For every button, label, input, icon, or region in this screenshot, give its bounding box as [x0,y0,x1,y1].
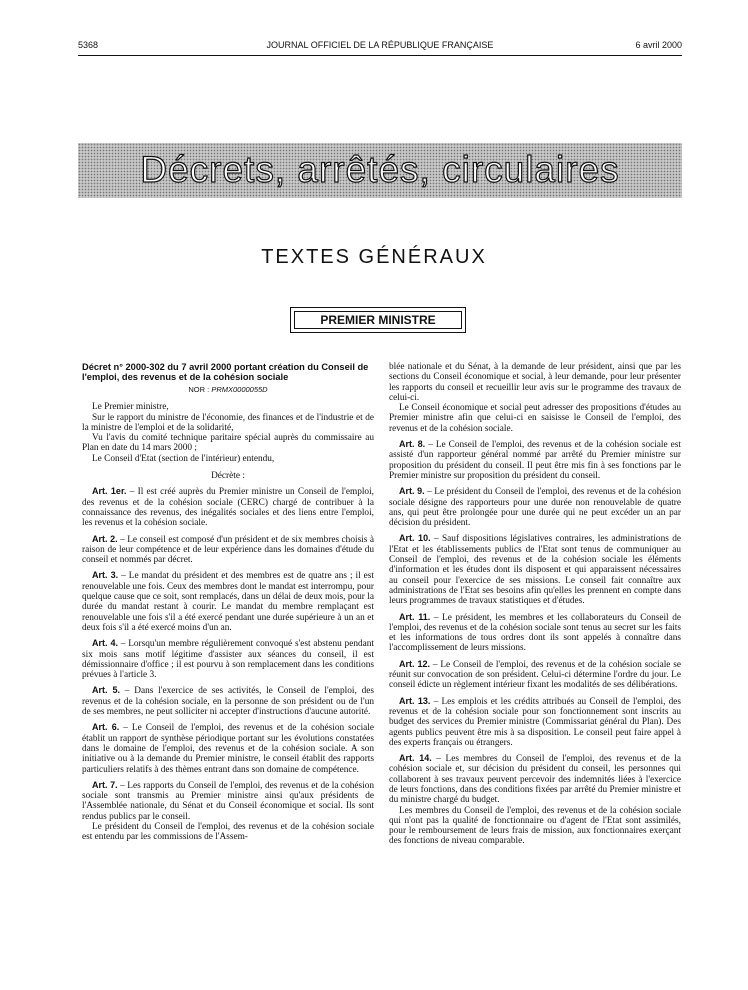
column-left [82,362,374,843]
section-title: TEXTES GÉNÉRAUX [261,246,487,268]
banner-title: Décrets, arrêtés, circulaires [140,149,620,190]
article [82,486,374,528]
article-text: – Le Conseil de l'emploi, des revenus et de la cohésion sociale établit un rapport de synthèse périodique portant sur les évolutions constatées dans le domaine de l'emploi, des revenus et de la cohésion sociale. A son initiative ou à la demande du Premier ministre, le conseil établit des rapports particuliers relatifs à des thèmes entrant dans son domaine de compétence. [82,723,374,775]
article-label: Art. 14. [399,753,432,764]
article-text: – Sauf dispositions législatives contraires, les administrations de l'Etat et les établissements publics de l'Etat sont tenus de communiquer au Conseil de l'emploi, des revenus et de la cohésion sociale les éléments d'information et les études dont ils disposent et qui apparaissent nécessaires au conseil pour l'exercice de ses missions. Le conseil fait connaître aux administrations de l'Etat ses besoins afin qu'elles les prennent en compte dans leurs programmes de travaux statistiques et d'études. [389,534,681,607]
article-label: Art. 7. [92,779,118,790]
article-text: – Il est créé auprès du Premier ministre un Conseil de l'emploi, des revenus et de la cohésion sociale (CERC) chargé de contribuer à la connaissance des revenus, des inégalités sociales et des liens entre l'emploi, les revenus et la cohésion sociale. [82,487,374,529]
article-label: Art. 4. [92,638,118,649]
article [389,659,681,691]
article-text: – Le président du Conseil de l'emploi, des revenus et de la cohésion sociale désigne des rapporteurs pour une durée non renouvelable de quatre ans, qui peut être prolongée pour une durée qui ne peut excéder un an par décision du président. [389,487,681,529]
article [389,439,681,481]
decrete-label: Décrète : [211,471,245,482]
article-text: – Le président, les membres et les collaborateurs du Conseil de l'emploi, des revenus et de la cohésion sociale sont tenus au secret sur les faits et les informations de tous ordres dont ils sont appelés à connaître dans l'accomplissement de leurs missions. [389,612,681,654]
running-header [78,40,682,54]
article-text: – Le mandat du président et des membres est de quatre ans ; il est renouvelable une fois. Ceux des membres dont le mandat est interrompu, pour quelque cause que ce soit, sont remplacés, dans un délai de deux mois, pour la durée du mandat restant à courir. Le mandat du membre remplaçant est renouvelable une fois s'il a été exercé pendant une durée supérieure à un an et deux fois s'il a été exercé moins d'un an. [82,571,374,633]
preamble-line: Le Conseil d'Etat (section de l'intérieur) entendu, [92,453,275,464]
column-right [389,362,681,847]
article-text: – Le Conseil de l'emploi, des revenus et de la cohésion sociale est assisté d'un rapporteur général nommé par arrêté du Premier ministre sur proposition du président du conseil. Il peut être mis fin à ses fonctions par le Premier ministre sur proposition du président du conseil. [389,440,681,481]
article-label: Art. 6. [92,722,120,733]
article-text: – Le Conseil de l'emploi, des revenus et de la cohésion sociale se réunit sur convocation de son président. Celui-ci détermine l'ordre du jour. Le conseil édicte un règlement intérieur fixant les modalités de ses délibérations. [389,659,682,691]
journal-title: JOURNAL OFFICIEL DE LA RÉPUBLIQUE FRANÇAISE [266,40,494,50]
article-text: – Les membres du Conseil de l'emploi, des revenus et de la cohésion sociale et, sur décision du président du conseil, les personnes qui collaborent à ses travaux peuvent percevoir des indemnités liées à l'exercice de leurs fonctions, dans des conditions fixées par arrêté du Premier ministre et du ministre chargé du budget. [389,754,681,806]
paragraph [389,806,681,847]
article-label: Art. 2. [92,533,118,544]
article-text: Le président du Conseil de l'emploi, des revenus et de la cohésion sociale est entendu par les commissions de l'Assem- [82,821,374,843]
article-text: – Lorsqu'un membre régulièrement convoqué s'est abstenu pendant six mois sans motif légitime d'assister aux séances du conseil, il est démissionnaire d'office ; il est pourvu à son remplacement dans les conditions prévues à l'article 3. [82,639,374,681]
article-label: Art. 13. [399,695,431,706]
preamble-line: Le Premier ministre, [92,402,169,413]
header-rule [78,55,682,56]
article [82,638,374,680]
article-text: blée nationale et du Sénat, à la demande de leur président, ainsi que par les sections du Conseil économique et social, à leur demande, pour leur présenter les rapports du conseil et recueillir leur avis sur le programme des travaux de celui-ci. [389,362,681,403]
article-text: – Les emplois et les crédits attribués au Conseil de l'emploi, des revenus et de la cohésion sociale pour son fonctionnement sont inscrits au budget des services du Premier ministre (Commissariat général du Plan). Des agents publics peuvent être mis à sa disposition. Le conseil peut faire appel à des experts français ou étrangers. [389,696,681,748]
article-label: Art. 12. [399,658,431,669]
article [82,722,374,774]
article-text: – Dans l'exercice de ses activités, le Conseil de l'emploi, des revenus et de la cohésion sociale, en la personne de son président ou de l'un de ses membres, ne peut solliciter ni accepter d'instructions d'aucune autorité. [82,686,374,718]
article [389,486,681,528]
ministry-label: PREMIER MINISTRE [294,311,462,329]
article [82,570,374,633]
article [82,685,374,717]
article [389,533,681,606]
paragraph [389,403,681,434]
article-label: Art. 8. [399,439,426,450]
section-banner [78,143,682,198]
ministry-box [290,307,466,333]
paragraph [82,822,374,843]
article-label: Art. 1er. [92,486,127,497]
article-text: – Les rapports du Conseil de l'emploi, des revenus et de la cohésion sociale sont transmis au Premier ministre ainsi qu'aux présidents de l'Assemblée nationale, du Sénat et du Conseil économique et social. Ils sont rendus publics par le conseil. [82,780,374,822]
article-label: Art. 5. [92,685,120,696]
article-text: Le Conseil économique et social peut adresser des propositions d'études au Premier ministre afin que celui-ci en saisisse le Conseil de l'emploi, des revenus et de la cohésion sociale. [389,403,681,434]
article [82,534,374,566]
article-label: Art. 11. [399,611,431,622]
article-text: Les membres du Conseil de l'emploi, des revenus et de la cohésion sociale qui n'ont pas la qualité de fonctionnaire ou d'agent de l'Etat sont assimilés, pour le remboursement de leurs frais de mission, aux fonctionnaires exerçant des fonctions de niveau comparable. [389,805,681,847]
nor-code: PRMX0000055D [211,385,268,394]
article-label: Art. 9. [399,486,425,497]
article-text: – Le conseil est composé d'un président et de six membres choisis à raison de leur compétence et de leur expérience dans les domaines d'étude du conseil et nommés par décret. [82,534,374,566]
page-number: 5368 [78,40,99,50]
nor-reference: NOR : PRMX0000055D [188,385,268,394]
left-articles [82,486,374,842]
right-articles [389,362,681,847]
paragraph [389,362,681,403]
article [389,753,681,805]
article-label: Art. 10. [399,533,431,544]
article-label: Art. 3. [92,570,119,581]
article [82,780,374,822]
article [389,696,681,748]
issue-date: 6 avril 2000 [635,40,682,50]
decree-title: Décret n° 2000-302 du 7 avril 2000 portant création du Conseil de l'emploi, des revenus et de la cohésion sociale [82,362,369,382]
article [389,612,681,654]
preamble-line: Vu l'avis du comité technique paritaire spécial auprès du commissaire au Plan en date du 14 mars 2000 ; [82,433,374,454]
preamble-line: Sur le rapport du ministre de l'économie, des finances et de l'industrie et de la ministre de l'emploi et de la solidarité, [82,412,374,433]
